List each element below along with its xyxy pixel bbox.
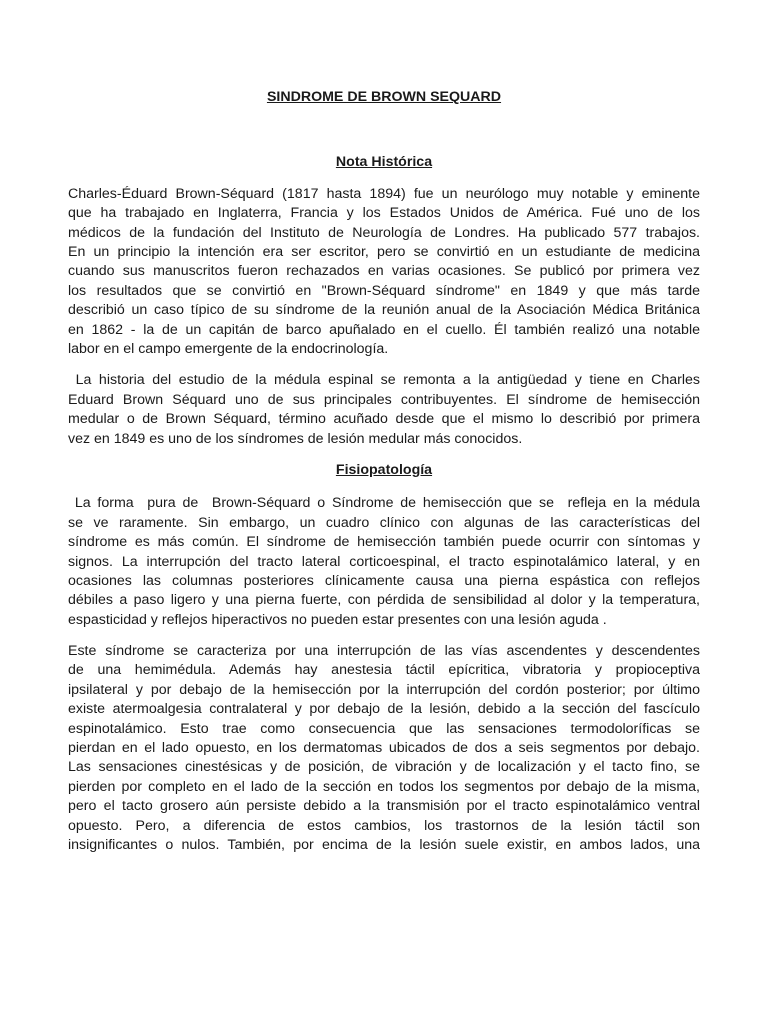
text-line: ocasiones las columnas posteriores clínicamente causa una pierna espástica con reflejos [68,572,700,589]
paragraph-2 [68,371,700,449]
text-line: Charles-Éduard Brown-Séquard (1817 hasta 1894) fue un neurólogo muy notable y eminente [68,185,700,202]
text-line: pero el tacto grosero aún persiste debido a la transmisión por el tracto espinotalámico ventral [68,798,700,815]
text-line: Las sensaciones cinestésicas y de posición, de vibración y de localización y el tacto fino, se [68,759,700,776]
document-body [68,88,700,855]
text-line: de una hemimédula. Además hay anestesia táctil epícritica, vibratoria y propioceptiva [68,662,700,679]
spacer [68,359,700,371]
paragraph-3 [68,494,700,630]
text-line: insignificantes o nulos. También, por encima de la lesión suele existir, en ambos lados, una [68,836,700,853]
section-heading-fisiopatologia: Fisiopatología [335,461,433,478]
text-line: que ha trabajado en Inglaterra, Francia y los Estados Unidos de América. Fué uno de los [68,205,700,222]
paragraph-1 [68,185,700,360]
text-line: en 1862 - la de un capitán de barco apuñalado en el cuello. Él también realizó una notable [68,321,700,338]
text-line: espasticidad y reflejos hiperactivos no pueden estar presentes con una lesión aguda . [68,611,607,628]
text-line: medular o de Brown Séquard, término acuñado desde que el mismo lo describió por primera [68,411,700,428]
spacer [68,449,700,461]
text-line: Eduard Brown Séquard uno de sus principales contribuyentes. El síndrome de hemisección [68,391,700,408]
document-title: SINDROME DE BROWN SEQUARD [266,89,502,105]
text-line: médicos de la fundación del Instituto de Neurología de Londres. Ha publicado 577 trabajos. [68,224,700,241]
text-line: La historia del estudio de la médula espinal se remonta a la antigüedad y tiene en Charles [68,372,700,389]
spacer [68,173,700,182]
text-line: describió un caso típico de su síndrome de la reunión anual de la Asociación Médica Británica [68,302,700,319]
text-line: espinotalámico. Esto trae como consecuencia que las sensaciones termodoloríficas se [68,720,700,737]
text-line: síndrome es más común. El síndrome de hemisección también puede ocurrir con síntomas y [68,534,700,551]
text-line: labor en el campo emergente de la endocrinología. [68,340,389,357]
section-heading-nota-historica: Nota Histórica [335,154,433,171]
text-line: los resultados que se convirtió en "Brown-Séquard síndrome" en 1849 y que más tarde [68,282,700,299]
spacer [68,630,700,642]
text-line: En un principio la intención era ser escritor, pero se convirtió en un estudiante de medicina [68,243,700,260]
text-line: vez en 1849 es uno de los síndromes de lesión medular más conocidos. [68,430,523,447]
text-line: existe atermoalgesia contralateral y por debajo de la lesión, debido a la sección del fascículo [68,701,700,718]
text-line: débiles a paso ligero y una pierna fuerte, con pérdida de sensibilidad al dolor y la temperatura, [68,592,700,609]
text-line: Este síndrome se caracteriza por una interrupción de las vías ascendentes y descendentes [68,643,700,660]
text-line: La forma pura de Brown-Séquard o Síndrome de hemisección que se refleja en la médula [68,495,700,512]
paragraph-4 [68,642,700,855]
text-line: cuando sus manuscritos fueron rechazados en varias ocasiones. Se publicó por primera vez [68,263,700,280]
text-line: ipsilateral y por debajo de la hemisección por la interrupción del cordón posterior; por último [68,681,700,698]
text-line: se ve raramente. Sin embargo, un cuadro clínico con algunas de las características del [68,514,700,531]
text-line: pierden por completo en el lado de la sección en todos los segmentos por debajo de la misma, [68,778,700,795]
text-line: signos. La interrupción del tracto lateral corticoespinal, el tracto espinotalámico lateral, y en [68,553,700,570]
spacer [68,107,700,153]
spacer [68,480,700,494]
text-line: opuesto. Pero, a diferencia de estos cambios, los trastornos de la lesión táctil son [68,817,700,834]
text-line: pierdan en el lado opuesto, en los dermatomas ubicados de dos a seis segmentos por debajo. [68,740,700,757]
